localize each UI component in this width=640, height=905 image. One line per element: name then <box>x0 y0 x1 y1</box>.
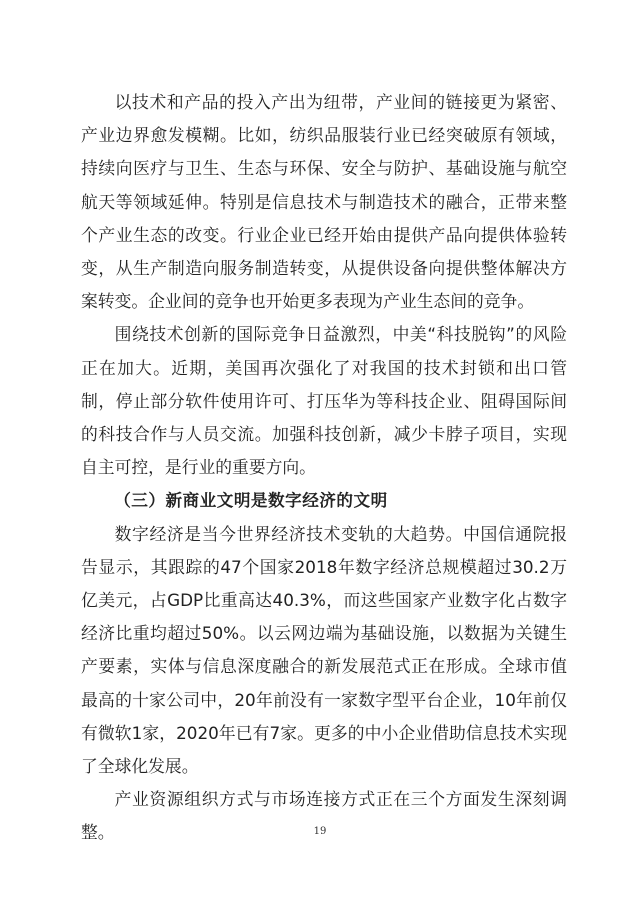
section-heading: （三）新商业文明是数字经济的文明 <box>114 491 388 511</box>
paragraph-digital-economy: 数字经济是当今世界经济技术变轨的大趋势。中国信通院报告显示，其跟踪的47个国家2018年数字经济总规模超过30.2万亿美元，占GDP比重高达40.3%，而这些国家产业数字化占数字经济比重均超过50%。以云网边端为基础设施，以数据为关键生产要素，实体与信息深度融合的新发展范式正在形成。全球市值最高的十家公司中，20年前没有一家数字型平台企业，10年前仅有微软1家，2020年已有7家。更多的中小企业借助信息技术实现了全球化发展。 <box>81 523 567 777</box>
document-body <box>81 86 567 850</box>
paragraph-tech-decoupling: 围绕技术创新的国际竞争日益激烈，中美“科技脱钩”的风险正在加大。近期，美国再次强化了对我国的技术封锁和出口管制，停止部分软件使用许可、打压华为等科技企业、阻碍国际间的科技合作与人员交流。加强科技创新，减少卡脖子项目，实现自主可控，是行业的重要方向。 <box>81 324 567 478</box>
paragraph-industry-linkage: 以技术和产品的投入产出为纽带，产业间的链接更为紧密、产业边界愈发模糊。比如，纺织品服装行业已经突破原有领域，持续向医疗与卫生、生态与环保、安全与防护、基础设施与航空航天等领域延伸。特别是信息技术与制造技术的融合，正带来整个产业生态的改变。行业企业已经开始由提供产品向提供体验转变，从生产制造向服务制造转变，从提供设备向提供整体解决方案转变。企业间的竞争也开始更多表现为产业生态间的竞争。 <box>81 92 567 312</box>
page-number: 19 <box>313 826 327 837</box>
paragraph-resource-organization: 产业资源组织方式与市场连接方式正在三个方面发生深刻调整。 <box>81 789 567 843</box>
